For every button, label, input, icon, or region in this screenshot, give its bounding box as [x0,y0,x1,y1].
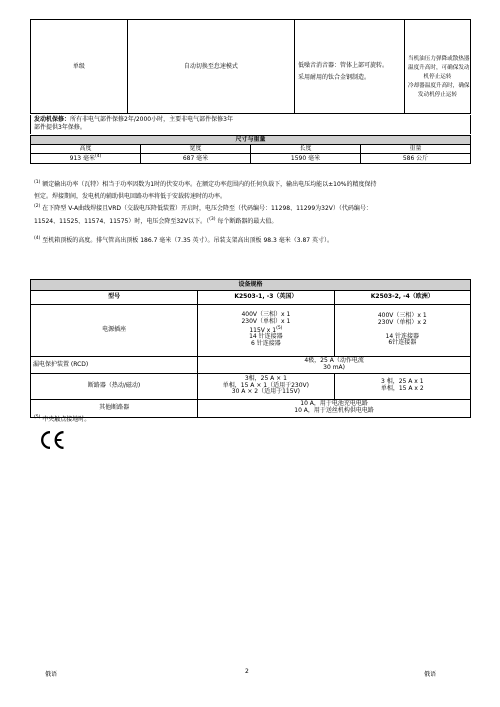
table-row [31,20,471,114]
muffler-cell: 低噪音消音器：管体上部可旋转。 采用耐用的钛合金钢制造。 [294,20,404,114]
footer-language-right: 俄语 [424,671,437,678]
power-outlet-eu: 400V（三相）x 1 230V（单相）x 2 14 针连接器 6针连接器 [334,304,470,356]
header-weight: 重量 [361,145,471,154]
table-row [31,154,471,164]
note-2: $^{(2)}$ 在下降型 V-A曲线焊接且VRD（交载电压降低装置）开启时，电压会降至（代码编号：11298、11299为32V）（代码编号： 11524、11525、11574、11575）时，电压会降至32V以下。（$^{(3)}$ 每个断路器的最大值。 [34,204,372,225]
rcd-value: 4极，25 A（动作电流 30 mA) [198,356,471,373]
table-row [31,399,471,417]
header-height: 高度 [31,145,141,154]
value-length: 1590 毫米 [251,154,361,164]
breaker-eu: 3 相，25 A x 1 单相，15 A x 2 [334,373,470,399]
ce-mark-icon [40,430,66,450]
breaker-uk: 3相，25 A × 1 单相，15 A × 1（适用于230V) 30 A × 2（适用于115V) [198,373,334,399]
other-breaker-label: 其他断路器 [31,399,198,417]
table-row [31,373,471,399]
dimensions-table [30,135,471,164]
footer-language-left: 俄语 [45,671,58,678]
power-outlet-label: 电源插座 [31,304,198,356]
equipment-title: 设备规格 [31,280,471,291]
header-eu: K2503-2, -4（欧洲） [334,290,470,304]
idle-mode-cell: 自动切换至怠速模式 [127,20,294,114]
table-row [31,356,471,373]
rcd-label: 漏电保护装置 (RCD) [31,356,198,373]
engine-protection-cell: 当机油压力弹降或散热器 温度升高时，可确保发动 机停止运转 冷却器温度升高时，确保 发动机停止运转 [404,20,470,114]
note-5: $^{(5)}$ 中央触点接地时。 [34,415,91,423]
page-number: 2 [245,668,249,675]
value-weight: 586 公斤 [361,154,471,164]
breaker-label: 断路器（热动/磁动) [31,373,198,399]
warranty-line-1: 所有非电气部件保修2年/2000小时，主要非电气部件保修3年 [70,116,233,123]
note-1: $^{(1)}$ 额定输出功率（瓦特）相当于功率因数为1时的伏安功率。在额定功率范围内的任何负载下，输出电压均能以±10%的精度保持 恒定。焊接期间，发电机的辅助供电回路功率将低于安载转速时的功率。 [34,180,377,200]
note-4: $^{(4)}$ 至机箱顶板的高度。排气管高出顶板 186.7 毫米（7.35 英寸）。吊装支架高出顶板 98.3 毫米（3.87 英寸）。 [34,236,333,244]
header-width: 宽度 [141,145,251,154]
other-breaker-value: 10 A，用于电池充电电路 10 A，用于送丝机构供电电路 [198,399,471,417]
equipment-table [30,279,471,418]
engine-warranty [30,115,471,134]
value-width: 687 毫米 [141,154,251,164]
warranty-line-2: 部件提供3年保修。 [34,123,86,131]
row-label: 单级 [31,20,128,114]
warranty-label: 发动机保修： [34,116,71,123]
header-length: 长度 [251,145,361,154]
header-model: 型号 [31,290,198,304]
table-row [31,304,471,356]
features-table [30,19,471,114]
header-uk: K2503-1, -3（英国） [198,290,334,304]
table-row [31,290,471,304]
power-outlet-uk: 400V（三相）x 1 230V（单相）x 1 115V x 1$^{(5)}$ 14 针连接器 6 针连接器 [198,304,334,356]
dimensions-title: 尺寸与重量 [31,136,471,145]
table-row [31,145,471,154]
value-height: 913 毫米$^{(4)}$ [31,154,141,164]
